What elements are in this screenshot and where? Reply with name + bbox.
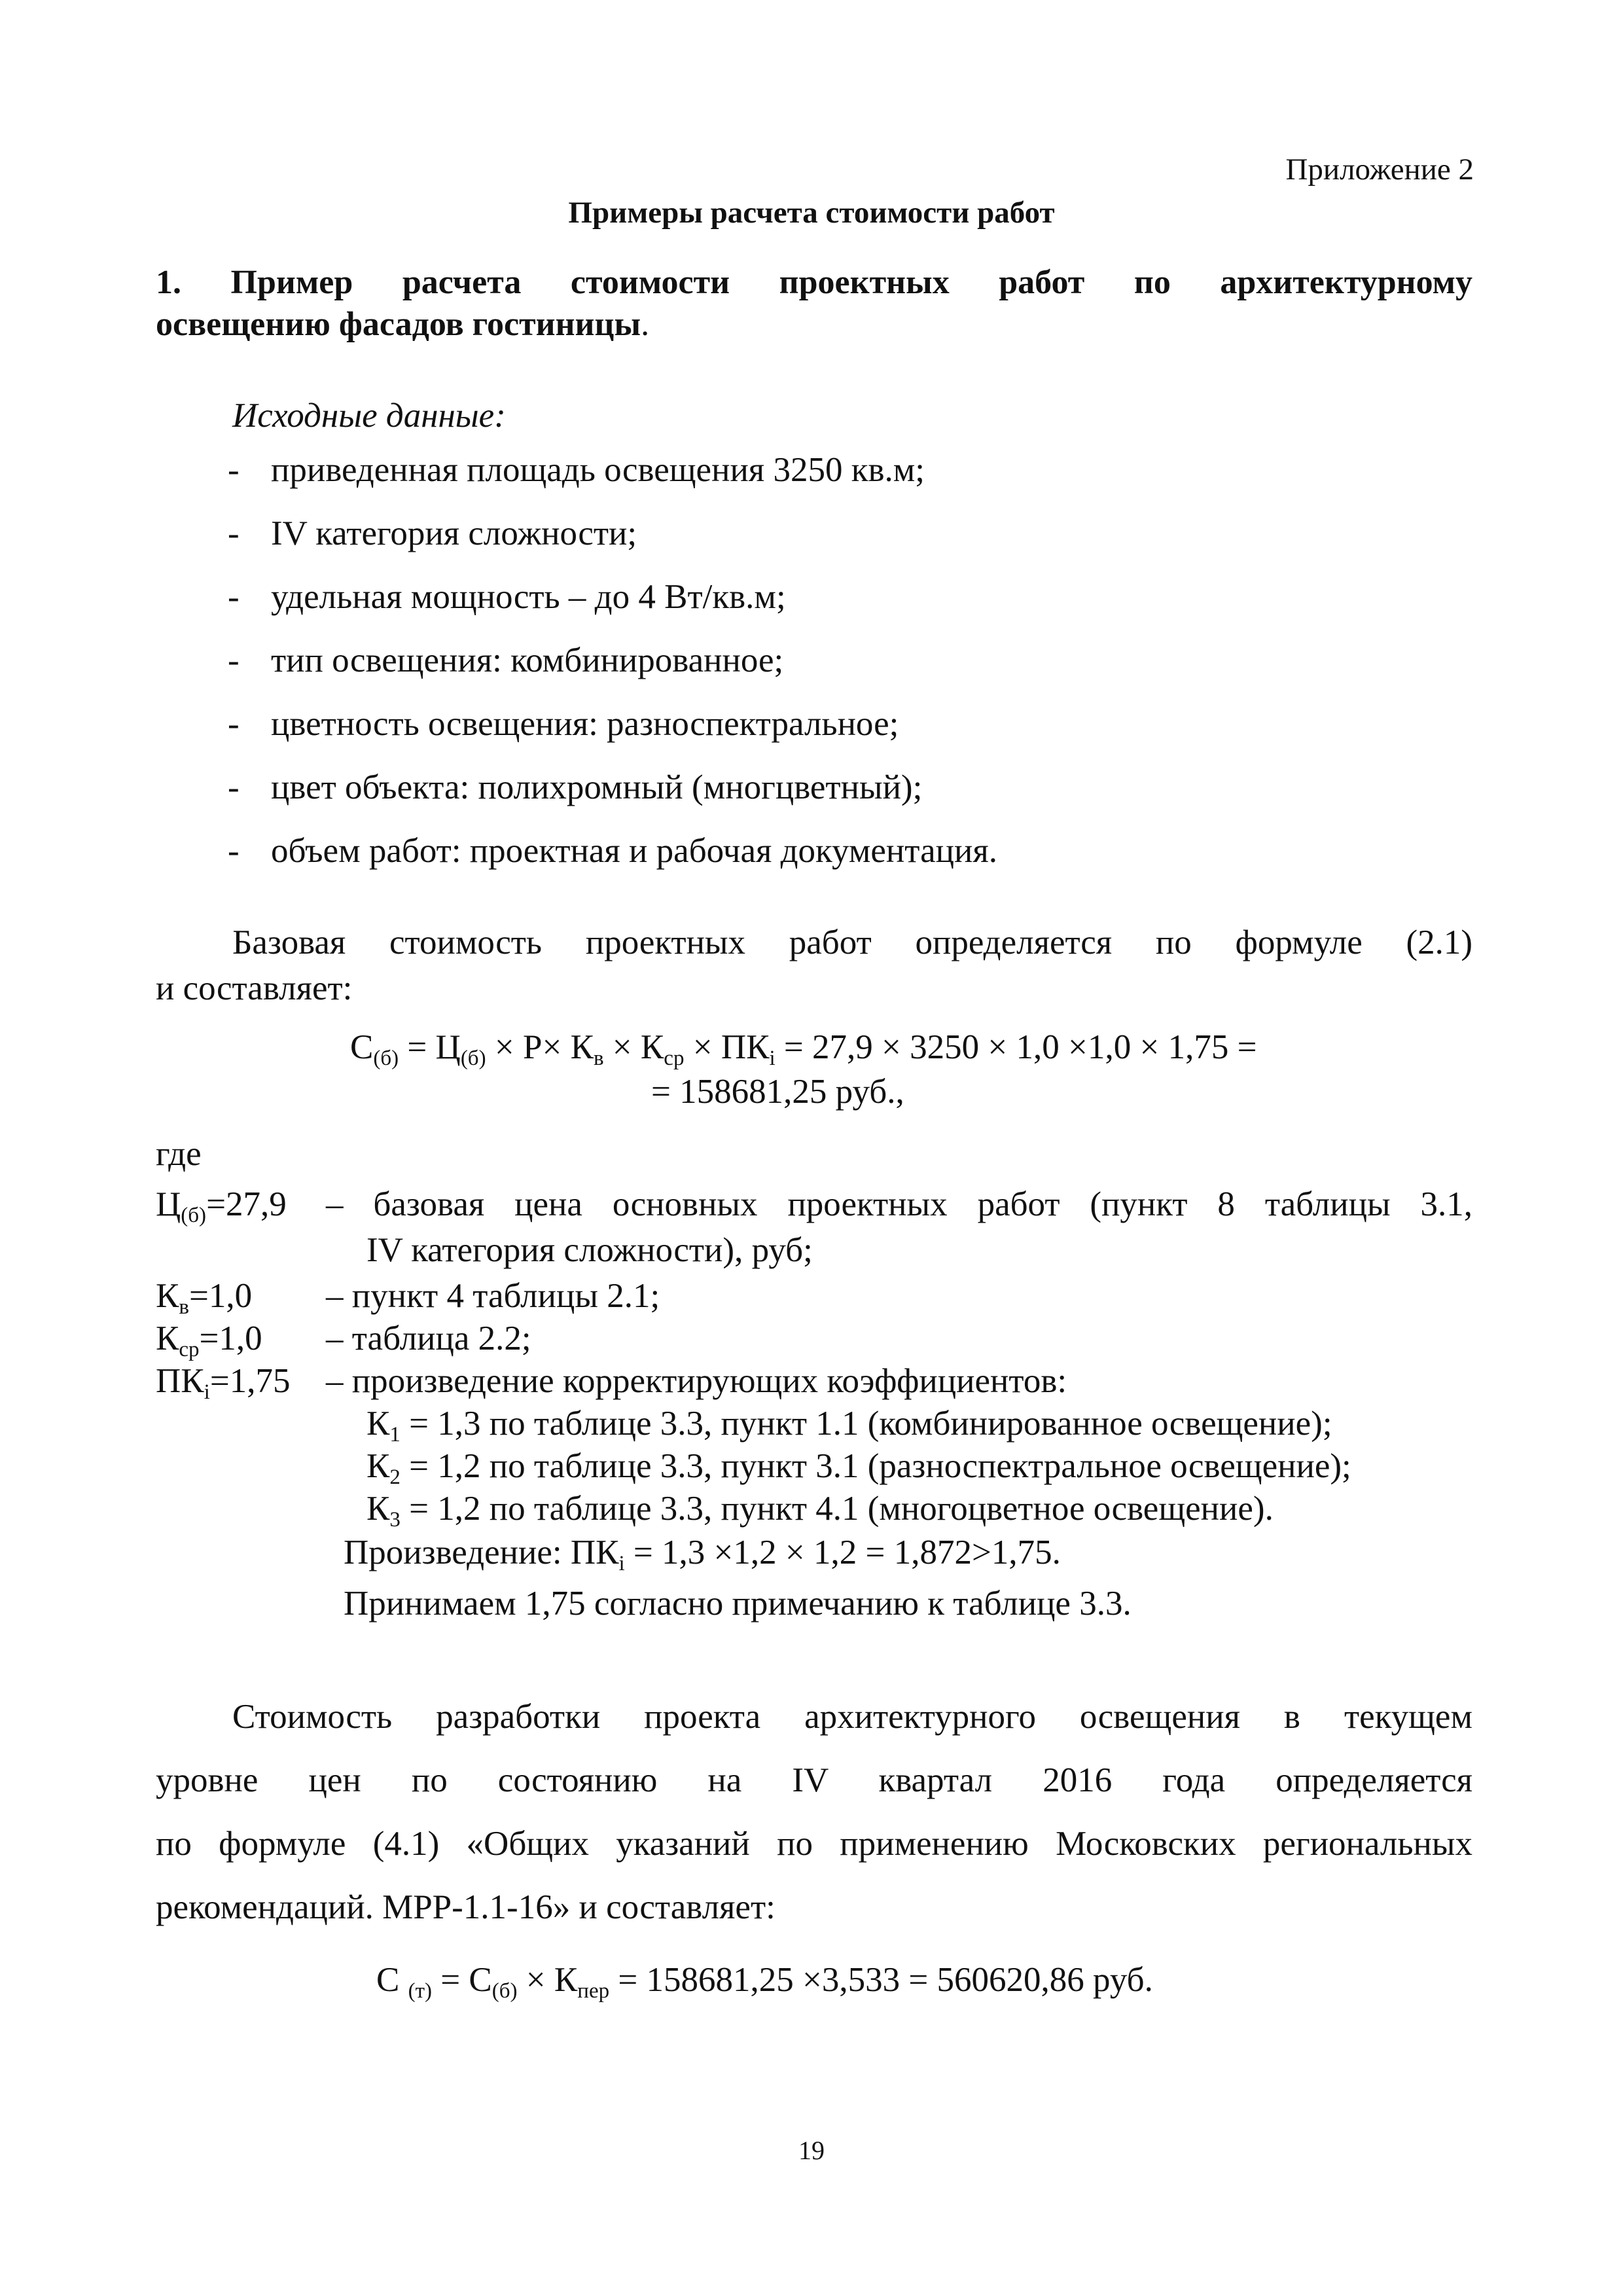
list-item: - IV категория сложности; (228, 514, 637, 552)
term-description: – произведение корректирующих коэффициентов: (326, 1362, 1067, 1400)
list-item: - цвет объекта: полихромный (многцветный); (228, 768, 923, 806)
term-symbol: $Ц_{(б)}=27,9$ (156, 1185, 287, 1227)
term-description: – пункт 4 таблицы 2.1; (326, 1277, 660, 1315)
document-title: Примеры расчета стоимости работ (568, 196, 1055, 230)
base-cost-formula: $С_{(б)} = Ц_{(б)} \times Р\times К_в \times К_{ср} \times ПК_i = 27,9 \times 3250 \times 1,0 \times 1,0 \times 1,75$ = (350, 1028, 1257, 1070)
list-item: - тип освещения: комбинированное; (228, 641, 784, 679)
appendix-label: Приложение 2 (1285, 152, 1474, 187)
term-description-cont: IV категория сложности), руб; (366, 1231, 813, 1269)
section-heading-line2: освещению фасадов гостиницы (156, 306, 641, 343)
page-number: 19 (798, 2136, 825, 2165)
base-cost-result: = 158681,25 руб., (651, 1073, 904, 1111)
term-description: – таблица 2.2; (326, 1319, 531, 1357)
where-label: где (156, 1135, 202, 1173)
section-heading-line1: 1. Пример расчета стоимости проектных работ по архитектурному (156, 264, 1472, 301)
product-line: Произведение: $ПК_i = 1,3 \times 1,2 \times 1,2 = 1,872>1,75$. (344, 1534, 1061, 1575)
list-item: - цветность освещения: разноспектральное; (228, 705, 899, 743)
accept-line: Принимаем 1,75 согласно примечанию к таблице 3.3. (344, 1585, 1132, 1623)
list-item: - приведенная площадь освещения 3250 кв.м; (228, 451, 925, 489)
list-item: - объем работ: проектная и рабочая документация. (228, 832, 997, 870)
input-data-label: Исходные данные: (232, 397, 506, 435)
current-cost-paragraph: Стоимость разработки проекта архитектурного освещения в текущем уровне цен по состоянию на IV квартал 2016 года определяется по формуле (4.1) «Общих указаний по применению Московских региональных рекомендаций. МРР-1.1-16» и составляет: (156, 1698, 1472, 1926)
list-item: - удельная мощность – до 4 Вт/кв.м; (228, 578, 786, 616)
coefficient-line: $К_3 = 1,2$ по таблице 3.3, пункт 4.1 (многоцветное освещение). (366, 1490, 1274, 1532)
section-heading (156, 262, 1472, 346)
base-cost-intro: Базовая стоимость проектных работ определяется по формуле (2.1) и составляет: (156, 924, 1472, 1007)
section-heading-end: . (641, 306, 650, 343)
current-cost-formula: С $_{(т)} = С_{(б)} \times К_{пер} = 158681,25 \times 3,533 = 560620,86$ руб. (376, 1961, 1153, 2003)
coefficient-line: $К_2 = 1,2$ по таблице 3.3, пункт 3.1 (разноспектральное освещение); (366, 1447, 1351, 1489)
term-symbol: $К_в=1,0$ (156, 1277, 253, 1319)
coefficient-line: $К_1 = 1,3$ по таблице 3.3, пункт 1.1 (комбинированное освещение); (366, 1405, 1332, 1446)
term-symbol: $ПК_i=1,75$ (156, 1362, 291, 1404)
term-description: – базовая цена основных проектных работ (пункт 8 таблицы 3.1, (326, 1185, 1472, 1223)
term-symbol: $К_{ср}=1,0$ (156, 1319, 262, 1361)
